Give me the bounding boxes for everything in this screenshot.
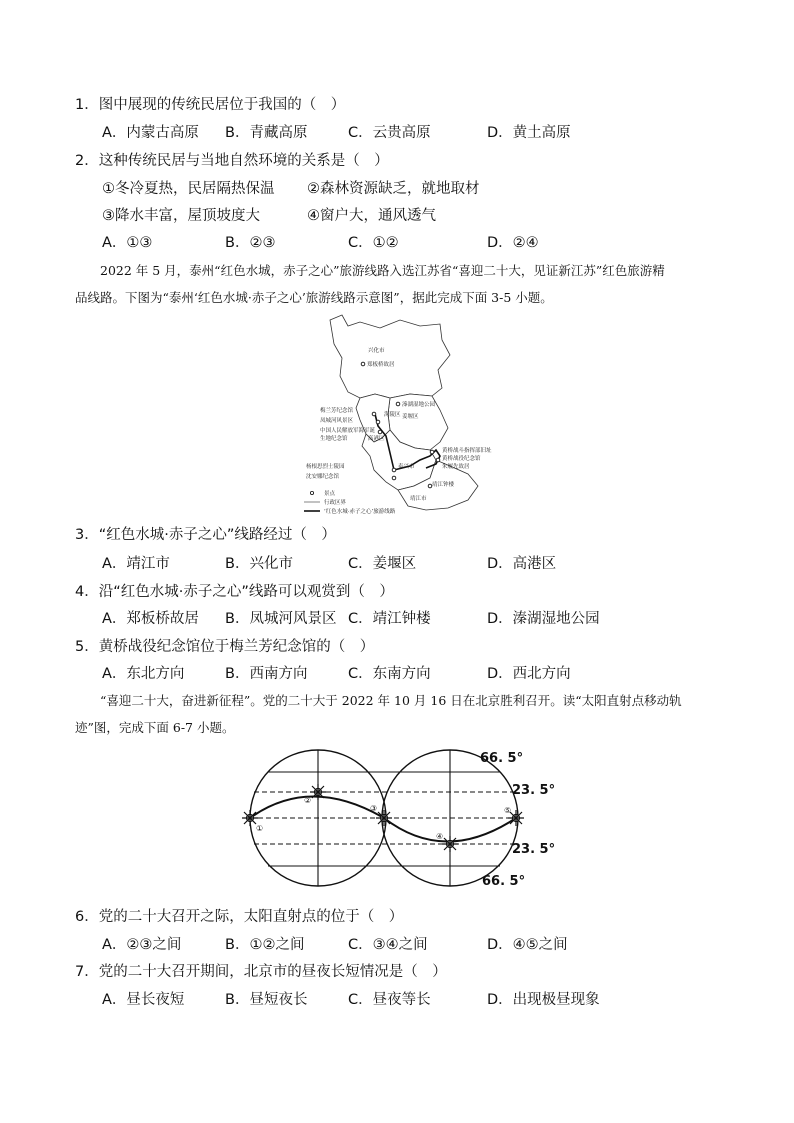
q3-stem: 3．“红色水城·赤子之心”线路经过（ ） [75, 527, 336, 543]
spot-shenan [392, 476, 396, 480]
q4-option-c[interactable]: C．靖江钟楼 [348, 611, 431, 627]
label-huangqiao: 黄桥战斗指挥部旧址 [442, 448, 492, 454]
label-zhonglou: 靖江钟楼 [432, 482, 455, 488]
q6-stem: 6．党的二十大召开之际，太阳直射点的位于（ ） [75, 909, 404, 925]
q1-option-c[interactable]: C．云贵高原 [348, 125, 431, 141]
spot-fengcheng [376, 420, 380, 424]
point-5: ⑤ [504, 806, 512, 815]
passage2-line2: 迹”图，完成下面 6-7 小题。 [75, 720, 235, 735]
passage2-line1: “喜迎二十大，奋进新征程”。党的二十大于 2022 年 10 月 16 日在北京胜利召开。读“太阳直射点移动轨 [100, 693, 682, 708]
q2-option-d[interactable]: D．②④ [487, 235, 539, 251]
q1-stem: 1．图中展现的传统民居位于我国的（ ） [75, 97, 346, 113]
point-3: ③ [370, 804, 378, 813]
label-qinhu: 溱湖湿地公园 [402, 402, 436, 408]
q2-statement-3: ③降水丰富，屋顶坡度大 [102, 208, 260, 224]
spot-yangken [392, 468, 396, 472]
q7-option-a[interactable]: A．昼长夜短 [102, 992, 185, 1008]
q5-option-a[interactable]: A．东北方向 [102, 666, 185, 682]
sun-icon-3 [376, 810, 392, 826]
taizhou-route-map [290, 310, 505, 522]
q5-option-b[interactable]: B．西南方向 [225, 666, 308, 682]
q2-option-c[interactable]: C．①② [348, 235, 399, 251]
point-4: ④ [436, 832, 444, 841]
label-zhusun: 朱履先故居 [442, 464, 470, 470]
label-xinghua: 兴化市 [368, 348, 385, 354]
lat-23-5-north: 23. 5° [512, 783, 556, 798]
q7-option-b[interactable]: B．昼短夜长 [225, 992, 308, 1008]
label-jiangyan: 姜堰区 [402, 414, 419, 420]
q6-option-b[interactable]: B．①②之间 [225, 937, 305, 953]
q4-option-d[interactable]: D．溱湖湿地公园 [487, 611, 600, 627]
q5-option-c[interactable]: C．东南方向 [348, 666, 431, 682]
spot-huangqiao [430, 450, 434, 454]
spot-zhengbanqiao [361, 362, 365, 366]
spot-huangqiao-mem [436, 458, 440, 462]
q5-option-d[interactable]: D．西北方向 [487, 666, 571, 682]
q6-option-a[interactable]: A．②③之间 [102, 937, 182, 953]
spot-qinhu [396, 402, 400, 406]
legend-route: ‘红色水城·赤子之心’旅游线路 [324, 509, 396, 515]
q1-option-d[interactable]: D．黄土高原 [487, 125, 571, 141]
lat-23-5-south: 23. 5° [512, 842, 556, 857]
q4-option-a[interactable]: A．郑板桥故居 [102, 611, 199, 627]
legend-boundary: 行政区界 [324, 500, 347, 506]
q2-stem: 2．这种传统民居与当地自然环境的关系是（ ） [75, 153, 389, 169]
label-fengcheng: 凤城河风景区 [320, 418, 354, 424]
q2-option-a[interactable]: A．①③ [102, 235, 153, 251]
q6-option-c[interactable]: C．③④之间 [348, 937, 428, 953]
label-huangqiao-mem: 黄桥战役纪念馆 [442, 456, 481, 462]
q7-option-d[interactable]: D．出现极昼现象 [487, 992, 600, 1008]
label-hailing: 海陵区 [384, 412, 401, 418]
q3-option-d[interactable]: D．高港区 [487, 556, 557, 572]
label-meilanfang: 梅兰芳纪念馆 [320, 408, 354, 414]
label-gaogang: 高港区 [368, 436, 385, 442]
q5-stem: 5．黄桥战役纪念馆位于梅兰芳纪念馆的（ ） [75, 639, 375, 655]
q2-statement-1: ①冬冷夏热，民居隔热保温 [102, 181, 275, 197]
sun-icon-2 [310, 784, 326, 800]
passage1-line2: 品线路。下图为“泰州‘红色水城·赤子之心’旅游线路示意图”，据此完成下面 3-5 小题。 [75, 290, 553, 305]
q4-option-b[interactable]: B．凤城河风景区 [225, 611, 337, 627]
q3-option-b[interactable]: B．兴化市 [225, 556, 293, 572]
q1-option-a[interactable]: A．内蒙古高原 [102, 125, 199, 141]
q2-option-b[interactable]: B．②③ [225, 235, 276, 251]
label-zhengbanqiao: 郑板桥故居 [367, 362, 395, 368]
lat-66-5-south: 66. 5° [482, 874, 526, 889]
label-shenan: 沈安娜纪念馆 [306, 474, 340, 480]
spot-meilanfang [372, 412, 376, 416]
q4-stem: 4．沿“红色水城·赤子之心”线路可以观赏到（ ） [75, 584, 394, 600]
xinghua-region [330, 315, 450, 398]
point-1: ① [256, 824, 264, 833]
q6-option-d[interactable]: D．④⑤之间 [487, 937, 568, 953]
q2-statement-2: ②森林资源缺乏，就地取材 [307, 181, 480, 197]
q1-option-b[interactable]: B．青藏高原 [225, 125, 308, 141]
label-jingjiang: 靖江市 [410, 496, 427, 502]
sun-direct-point-diagram [240, 745, 560, 895]
legend-spot: 景点 [324, 491, 336, 497]
lat-66-5-north: 66. 5° [480, 751, 524, 766]
q2-statement-4: ④窗户大，通风透气 [307, 208, 436, 224]
point-2: ② [304, 796, 312, 805]
q3-option-a[interactable]: A．靖江市 [102, 556, 170, 572]
spot-navy [378, 430, 382, 434]
label-yangken: 杨根思烈士陵园 [306, 464, 345, 470]
q7-stem: 7．党的二十大召开期间，北京市的昼夜长短情况是（ ） [75, 964, 447, 980]
q3-option-c[interactable]: C．姜堰区 [348, 556, 417, 572]
label-taixing: 泰兴市 [398, 464, 415, 470]
label-navy: 中国人民解放军海军诞 [320, 428, 376, 434]
q7-option-c[interactable]: C．昼夜等长 [348, 992, 431, 1008]
label-navy-2: 生地纪念馆 [320, 436, 348, 442]
passage1-line1: 2022 年 5 月，泰州“红色水城，赤子之心”旅游线路入选江苏省“喜迎二十大，见证新江苏”红色旅游精 [100, 263, 665, 278]
sun-icon-4 [442, 836, 458, 852]
